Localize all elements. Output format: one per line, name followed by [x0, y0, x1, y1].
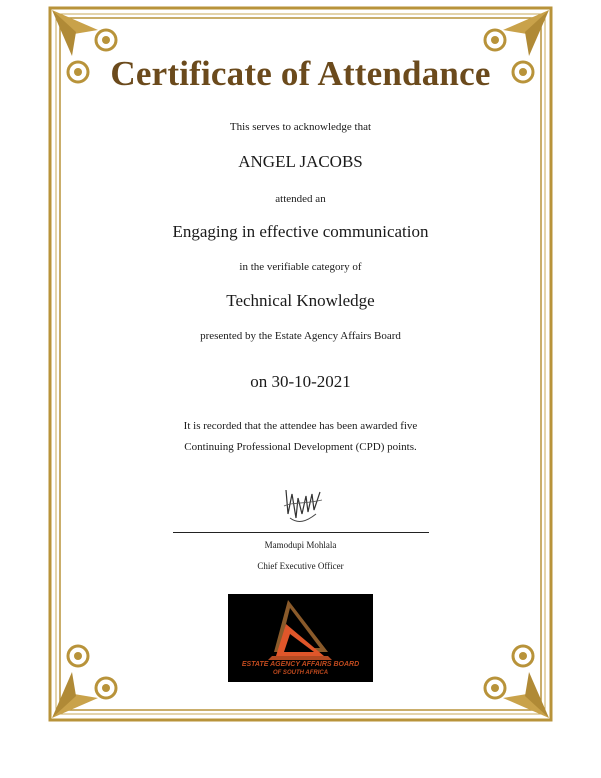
category-name: Technical Knowledge	[226, 291, 375, 310]
attendee-name: ANGEL JACOBS	[238, 152, 363, 171]
signatory-name: Mamodupi Mohlala	[264, 540, 337, 550]
signature-image	[276, 484, 328, 528]
logo-text-line-2: OF SOUTH AFRICA	[272, 670, 329, 676]
cpd-line-1: It is recorded that the attendee has been awarded five	[183, 420, 418, 432]
certificate-title: Certificate of Attendance	[110, 54, 491, 93]
signatory-position: Chief Executive Officer	[257, 561, 344, 571]
attendance-date: on 30-10-2021	[250, 372, 351, 391]
course-name: Engaging in effective communication	[172, 222, 429, 241]
presented-by-text: presented by the Estate Agency Affairs Board	[200, 330, 401, 342]
category-intro-text: in the verifiable category of	[239, 261, 362, 273]
corner-ornament-bottom-left	[52, 646, 116, 718]
logo-text-line-1: ESTATE AGENCY AFFAIRS BOARD	[241, 661, 360, 668]
cpd-line-2: Continuing Professional Development (CPD) points.	[184, 441, 417, 453]
eaab-logo	[228, 594, 373, 682]
signature-line	[173, 532, 429, 533]
corner-ornament-bottom-right	[485, 646, 549, 718]
logo-triangle-icon	[228, 594, 373, 682]
intro-text: This serves to acknowledge that	[229, 121, 372, 133]
attended-text: attended an	[275, 193, 326, 205]
